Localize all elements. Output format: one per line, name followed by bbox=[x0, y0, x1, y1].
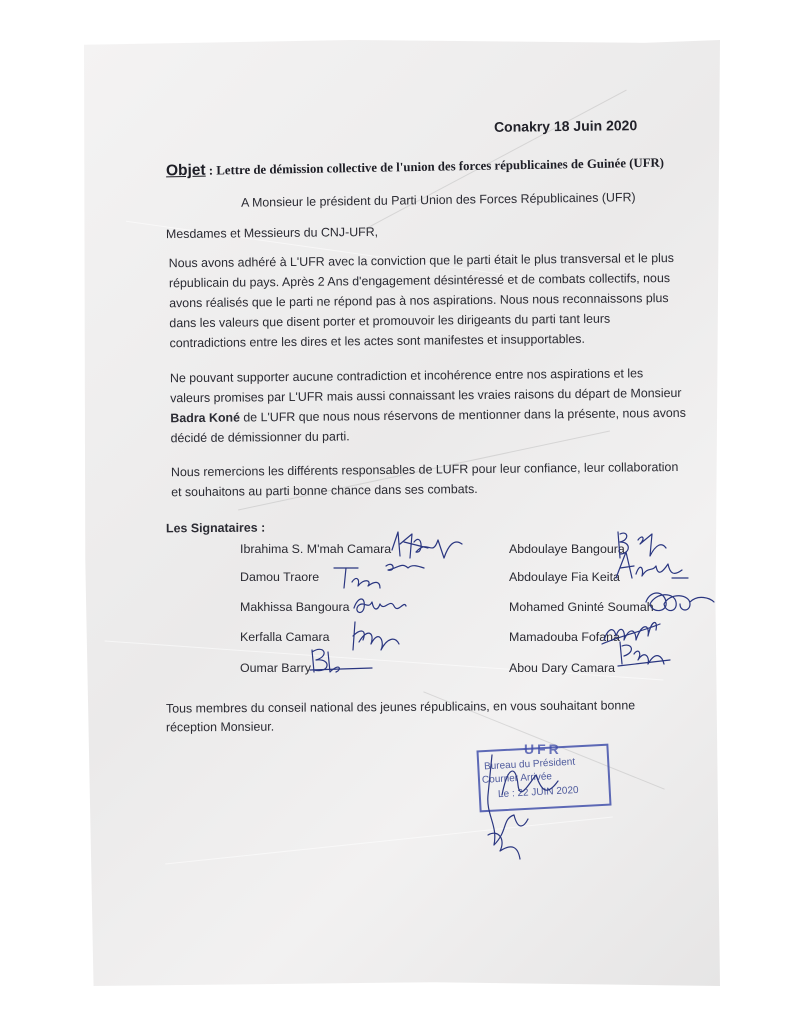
signature-abou-dary-camara bbox=[612, 636, 676, 672]
stamp-line: Bureau du Président bbox=[483, 756, 576, 773]
subject-label: Objet bbox=[165, 161, 206, 180]
signature-makhissa-bangoura bbox=[350, 592, 410, 618]
paragraph-1-line: républicain du pays. Après 2 Ans d'engagement désintéressé et de combats collectifs, nous bbox=[168, 270, 671, 291]
signature-damou-traore bbox=[328, 558, 438, 592]
stamp-line: Courrier Arrivée bbox=[481, 771, 553, 786]
paragraph-2-line: décidé de démissionner du parti. bbox=[170, 429, 350, 446]
stamp-title: UFR bbox=[524, 741, 562, 757]
signature-oumar-barry bbox=[306, 642, 376, 678]
stamp-signature bbox=[458, 735, 618, 875]
subject-text: : Lettre de démission collective de l'union des forces républicaines de Guinée (UFR) bbox=[205, 155, 665, 178]
signatory-name: Makhissa Bangoura bbox=[240, 600, 350, 614]
letter-date: Conakry 18 Juin 2020 bbox=[493, 117, 638, 135]
paragraph-1-line: contradictions entre les dires et les actes sont manifestes et insupportables. bbox=[169, 331, 585, 351]
signatory-name: Mohamed Gninté Soumah bbox=[509, 600, 654, 614]
closing-line: réception Monsieur. bbox=[165, 719, 275, 735]
crumpled-letter-sheet bbox=[84, 40, 720, 986]
paragraph-3-line: Nous remercions les différents responsables de LUFR pour leur confiance, leur collaboration bbox=[170, 459, 679, 480]
signatories-heading: Les Signataires : bbox=[165, 520, 266, 536]
salutation: Mesdames et Messieurs du CNJ-UFR, bbox=[165, 224, 379, 242]
signature-abdoulaye-fia-keita bbox=[612, 548, 692, 588]
paragraph-1-line: dans les valeurs que disent porter et promouvoir les dirigeants du parti tant leurs bbox=[169, 311, 611, 331]
signatory-name: Abou Dary Camara bbox=[509, 661, 616, 675]
paragraph-2-line: Ne pouvant supporter aucune contradiction et incohérence entre nos aspirations et les bbox=[169, 366, 644, 386]
stamp-line: Le : 22 JUIN 2020 bbox=[497, 784, 579, 801]
paragraph-1-line: Nous avons adhéré à L'UFR avec la conviction que le parti était le plus transversal et le plus bbox=[168, 250, 674, 271]
name-badra-kone: Badra Koné bbox=[170, 410, 241, 426]
signatory-name: Mamadouba Fofana bbox=[509, 630, 620, 644]
signatory-name: Damou Traore bbox=[240, 570, 320, 584]
signatory-name: Oumar Barry bbox=[240, 661, 311, 675]
signatory-name: Kerfalla Camara bbox=[240, 630, 330, 644]
signatory-name: Ibrahima S. M'mah Camara bbox=[240, 542, 392, 556]
paragraph-1-line: avons réalisés que le parti ne répond pas à nos aspirations. Nous nous reconnaissons plus bbox=[169, 291, 669, 311]
signatory-name: Abdoulaye Fia Keita bbox=[509, 570, 620, 584]
paragraph-3-line: et souhaitons au parti bonne chance dans ses combats. bbox=[171, 482, 478, 500]
closing-line: Tous membres du conseil national des jeunes républicains, en vous souhaitant bonne bbox=[165, 698, 636, 716]
reception-stamp bbox=[458, 735, 618, 875]
paragraph-2-line-rest: de L'UFR que nous nous réservons de mentionner dans la présente, nous avons bbox=[239, 405, 686, 425]
addressee-line: A Monsieur le président du Parti Union des Forces Républicaines (UFR) bbox=[240, 190, 636, 210]
signatory-name: Abdoulaye Bangoura bbox=[509, 542, 625, 556]
paragraph-2-line: valeurs promises par L'UFR mais aussi connaissant les vraies raisons du départ de Monsieur bbox=[170, 385, 682, 406]
